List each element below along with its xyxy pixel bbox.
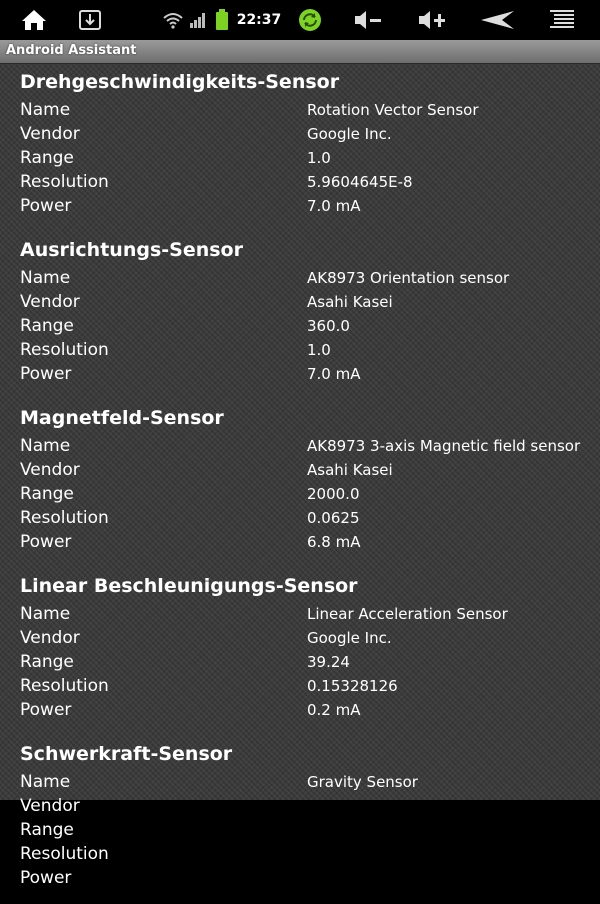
field-value: 1.0 [307, 341, 331, 359]
sensor-power-row [0, 698, 600, 722]
sensor-range-row [0, 650, 600, 674]
home-icon[interactable] [14, 0, 54, 40]
field-value: Asahi Kasei [307, 461, 393, 479]
sensor-power-row [0, 194, 600, 218]
sensor-name-row [0, 602, 600, 626]
sensor-heading: Schwerkraft-Sensor [20, 743, 233, 765]
field-value: 0.2 mA [307, 701, 361, 719]
sensor-resolution-row [0, 842, 600, 866]
volume-down-icon[interactable] [350, 0, 386, 40]
field-value: Asahi Kasei [307, 293, 393, 311]
field-label: Power [20, 532, 72, 552]
sensor-resolution-row [0, 674, 600, 698]
field-value: 1.0 [307, 149, 331, 167]
sensor-vendor-row [0, 794, 600, 818]
sensor-vendor-row [0, 290, 600, 314]
field-label: Power [20, 196, 72, 216]
sensor-resolution-row [0, 506, 600, 530]
field-label: Vendor [20, 796, 80, 816]
field-label: Name [20, 268, 71, 288]
field-label: Name [20, 772, 71, 792]
field-label: Name [20, 604, 71, 624]
field-label: Range [20, 484, 74, 504]
field-label: Power [20, 700, 72, 720]
field-value: AK8973 3-axis Magnetic field sensor [307, 437, 581, 455]
app-title: Android Assistant [6, 43, 137, 58]
sensor-section [0, 64, 600, 232]
sensor-heading: Ausrichtungs-Sensor [20, 239, 243, 261]
sensor-heading: Linear Beschleunigungs-Sensor [20, 575, 358, 597]
field-value: 39.24 [307, 653, 350, 671]
wifi-icon [160, 0, 186, 40]
field-label: Range [20, 820, 74, 840]
app-title-bar [0, 40, 600, 64]
clock: 22:37 [236, 12, 282, 28]
sensor-range-row [0, 482, 600, 506]
field-value: Google Inc. [307, 629, 392, 647]
sensor-section [0, 736, 600, 904]
sensor-section [0, 568, 600, 736]
field-label: Range [20, 316, 74, 336]
battery-icon [212, 0, 232, 40]
sensor-name-row [0, 98, 600, 122]
download-icon[interactable] [74, 0, 106, 40]
field-label: Range [20, 148, 74, 168]
sensor-power-row [0, 866, 600, 890]
sensor-name-row [0, 434, 600, 458]
field-value: AK8973 Orientation sensor [307, 269, 510, 287]
field-label: Vendor [20, 124, 80, 144]
status-bar [0, 0, 600, 40]
field-value: 0.0625 [307, 509, 360, 527]
field-label: Range [20, 652, 74, 672]
sensor-range-row [0, 314, 600, 338]
sensor-vendor-row [0, 122, 600, 146]
field-value: 5.9604645E-8 [307, 173, 413, 191]
field-label: Name [20, 436, 71, 456]
field-label: Power [20, 364, 72, 384]
field-label: Resolution [20, 172, 109, 192]
field-value: Gravity Sensor [307, 773, 418, 791]
sensor-name-row [0, 266, 600, 290]
field-value: 6.8 mA [307, 533, 361, 551]
field-value: 0.15328126 [307, 677, 398, 695]
sensor-vendor-row [0, 458, 600, 482]
field-value: Google Inc. [307, 125, 392, 143]
field-value: 360.0 [307, 317, 350, 335]
field-value: Rotation Vector Sensor [307, 101, 479, 119]
sensor-list[interactable] [0, 64, 600, 888]
sensor-section [0, 232, 600, 400]
field-label: Vendor [20, 628, 80, 648]
sensor-resolution-row [0, 170, 600, 194]
sensor-heading: Drehgeschwindigkeits-Sensor [20, 71, 340, 93]
volume-up-icon[interactable] [414, 0, 450, 40]
field-label: Name [20, 100, 71, 120]
field-value: 2000.0 [307, 485, 360, 503]
field-value: 7.0 mA [307, 197, 361, 215]
field-value: Linear Acceleration Sensor [307, 605, 508, 623]
signal-icon [188, 0, 208, 40]
sensor-vendor-row [0, 626, 600, 650]
field-label: Resolution [20, 676, 109, 696]
field-label: Vendor [20, 292, 80, 312]
sensor-range-row [0, 146, 600, 170]
field-label: Power [20, 868, 72, 888]
field-label: Resolution [20, 508, 109, 528]
sensor-resolution-row [0, 338, 600, 362]
field-label: Vendor [20, 460, 80, 480]
field-label: Resolution [20, 340, 109, 360]
back-icon[interactable] [478, 0, 518, 40]
menu-icon[interactable] [544, 0, 580, 40]
sensor-section [0, 400, 600, 568]
sensor-range-row [0, 818, 600, 842]
sensor-heading: Magnetfeld-Sensor [20, 407, 224, 429]
sync-icon[interactable] [296, 0, 324, 40]
sensor-power-row [0, 530, 600, 554]
sensor-name-row [0, 770, 600, 794]
sensor-power-row [0, 362, 600, 386]
field-label: Resolution [20, 844, 109, 864]
field-value: 7.0 mA [307, 365, 361, 383]
